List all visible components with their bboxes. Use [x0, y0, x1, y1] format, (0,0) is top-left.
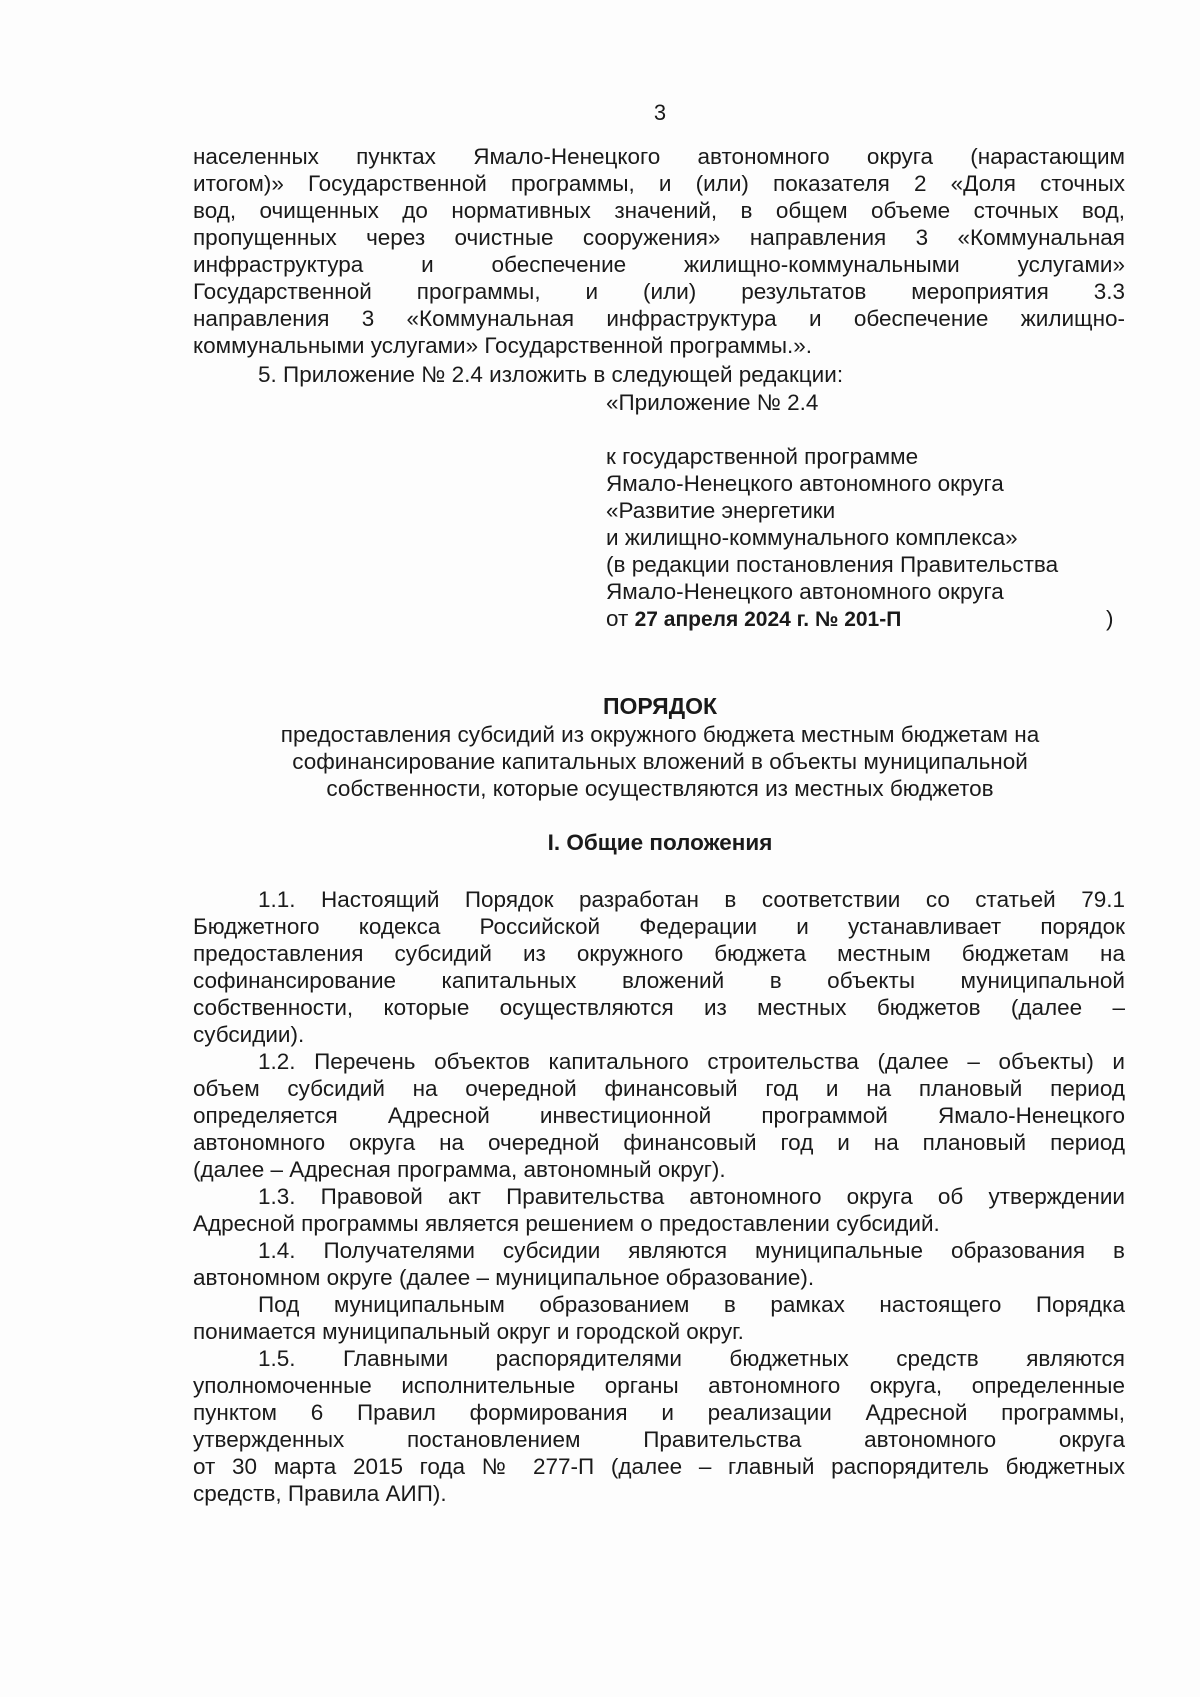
text-line: субсидии).: [193, 1022, 305, 1047]
text-line: средств, Правила АИП).: [193, 1481, 447, 1506]
subtitle-line: софинансирование капитальных вложений в объекты муниципальной: [292, 749, 1028, 774]
paragraph-1-3: [193, 1183, 1125, 1237]
document-title: ПОРЯДОК: [602, 693, 718, 719]
document-subtitle: [0, 721, 1200, 802]
text-line: собственности, которые осуществляются из местных бюджетов (далее –: [193, 995, 1125, 1020]
appendix-title: «Приложение № 2.4: [606, 390, 819, 415]
resolution-date: 27 апреля 2024 г. № 201-П: [634, 608, 902, 631]
appendix-block: [606, 443, 1126, 633]
text-line: предоставления субсидий из окружного бюджета местным бюджетам на: [193, 941, 1125, 966]
text-line: коммунальными услугами» Государственной программы.».: [193, 333, 813, 358]
appendix-line: к государственной программе: [606, 444, 919, 469]
text-line: Государственной программы, и (или) результатов мероприятия 3.3: [193, 279, 1125, 304]
text-line: пунктом 6 Правил формирования и реализации Адресной программы,: [193, 1400, 1125, 1425]
appendix-date-row: [606, 605, 1126, 633]
text-line: пропущенных через очистные сооружения» направления 3 «Коммунальная: [193, 225, 1125, 250]
text-line: 1.4. Получателями субсидии являются муниципальные образования в: [258, 1238, 1125, 1263]
text-line: автономном округе (далее – муниципальное образование).: [193, 1265, 815, 1290]
text-line: направления 3 «Коммунальная инфраструктура и обеспечение жилищно-: [193, 306, 1125, 331]
text-line: Бюджетного кодекса Российской Федерации и устанавливает порядок: [193, 914, 1125, 939]
text-line: 1.3. Правовой акт Правительства автономного округа об утверждении: [258, 1184, 1125, 1209]
text-line: автономного округа на очередной финансовый год и на плановый период: [193, 1130, 1125, 1155]
text-line: определяется Адресной инвестиционной программой Ямало-Ненецкого: [193, 1103, 1125, 1128]
closing-paren: ): [1106, 606, 1114, 631]
date-prefix: от: [606, 606, 629, 631]
text-line: утвержденных постановлением Правительства автономного округа: [193, 1427, 1125, 1452]
text-line: Адресной программы является решением о предоставлении субсидий.: [193, 1211, 940, 1236]
text-line: понимается муниципальный округ и городской округ.: [193, 1319, 744, 1344]
appendix-line: Ямало-Ненецкого автономного округа: [606, 471, 1004, 496]
item-5: 5. Приложение № 2.4 изложить в следующей редакции:: [258, 362, 844, 387]
text-line: софинансирование капитальных вложений в объекты муниципальной: [193, 968, 1125, 993]
text-line: 1.2. Перечень объектов капитального строительства (далее – объекты) и: [258, 1049, 1125, 1074]
text-line: (далее – Адресная программа, автономный округ).: [193, 1157, 726, 1182]
text-line: уполномоченные исполнительные органы автономного округа, определенные: [193, 1373, 1125, 1398]
paragraph-1-2: [193, 1048, 1125, 1183]
text-line: 1.5. Главными распорядителями бюджетных средств являются: [258, 1346, 1125, 1371]
page-number: 3: [653, 100, 667, 125]
appendix-line: «Развитие энергетики: [606, 498, 836, 523]
text-line: объем субсидий на очередной финансовый год и на плановый период: [193, 1076, 1125, 1101]
text-line: итогом)» Государственной программы, и (или) показателя 2 «Доля сточных: [193, 171, 1125, 196]
subtitle-line: предоставления субсидий из окружного бюджета местным бюджетам на: [280, 722, 1040, 747]
paragraph-1-1: [193, 886, 1125, 1048]
text-line: вод, очищенных до нормативных значений, в общем объеме сточных вод,: [193, 198, 1125, 223]
text-line: 1.1. Настоящий Порядок разработан в соответствии со статьей 79.1: [258, 887, 1125, 912]
appendix-line: (в редакции постановления Правительства: [606, 552, 1059, 577]
section-heading: I. Общие положения: [547, 830, 773, 855]
text-line: инфраструктура и обеспечение жилищно-коммунальными услугами»: [193, 252, 1125, 277]
paragraph-municipal: [193, 1291, 1125, 1345]
appendix-line: Ямало-Ненецкого автономного округа: [606, 579, 1004, 604]
text-line: Под муниципальным образованием в рамках настоящего Порядка: [258, 1292, 1125, 1317]
appendix-line: и жилищно-коммунального комплекса»: [606, 525, 1018, 550]
subtitle-line: собственности, которые осуществляются из местных бюджетов: [326, 776, 994, 801]
text-line: от 30 марта 2015 года № 277-П (далее – главный распорядитель бюджетных: [193, 1454, 1125, 1479]
paragraph-1-5: [193, 1345, 1125, 1507]
intro-paragraph: [193, 143, 1125, 359]
paragraph-1-4: [193, 1237, 1125, 1291]
main-body: [193, 886, 1125, 1507]
text-line: населенных пунктах Ямало-Ненецкого автономного округа (нарастающим: [193, 144, 1125, 169]
